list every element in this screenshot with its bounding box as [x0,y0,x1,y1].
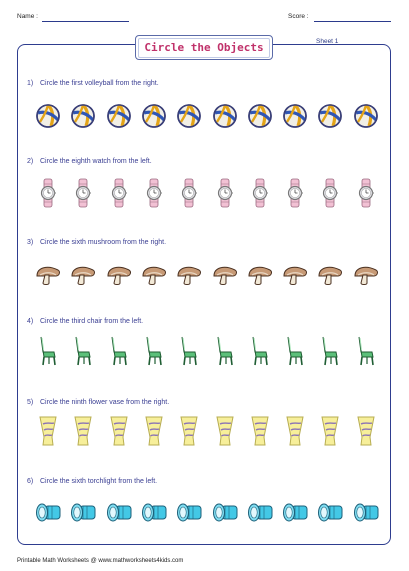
chair-icon[interactable] [105,333,133,367]
question-number: 1) [27,80,34,87]
volleyball-icon[interactable] [34,99,62,133]
flower-vase-icon[interactable] [34,414,62,448]
flower-vase-icon[interactable] [140,414,168,448]
watch-icon[interactable] [69,176,97,210]
object-row-torchlights [34,495,384,529]
flower-vase-icon[interactable] [211,414,239,448]
watch-icon[interactable] [34,176,62,210]
question-number: 6) [27,478,34,485]
question-text: Circle the sixth torchlight from the left. [40,478,158,485]
mushroom-icon[interactable] [316,256,344,290]
object-row-volleyballs [34,99,384,133]
question-text: Circle the ninth flower vase from the right. [40,399,170,406]
question-6 [27,478,157,485]
score-field[interactable] [314,21,391,22]
watch-icon[interactable] [175,176,203,210]
title-box [135,35,273,60]
torchlight-icon[interactable] [316,495,344,529]
chair-icon[interactable] [211,333,239,367]
mushroom-icon[interactable] [140,256,168,290]
score-label: Score : [288,13,309,20]
question-1 [27,80,159,87]
question-5 [27,399,169,406]
flower-vase-icon[interactable] [352,414,380,448]
footer-text: Printable Math Worksheets @ www.mathworksheets4kids.com [17,558,184,564]
chair-icon[interactable] [316,333,344,367]
question-text: Circle the eighth watch from the left. [40,158,152,165]
chair-icon[interactable] [34,333,62,367]
watch-icon[interactable] [140,176,168,210]
watch-icon[interactable] [352,176,380,210]
torchlight-icon[interactable] [281,495,309,529]
mushroom-icon[interactable] [211,256,239,290]
mushroom-icon[interactable] [352,256,380,290]
watch-icon[interactable] [105,176,133,210]
volleyball-icon[interactable] [175,99,203,133]
mushroom-icon[interactable] [34,256,62,290]
question-4 [27,318,143,325]
watch-icon[interactable] [316,176,344,210]
torchlight-icon[interactable] [211,495,239,529]
chair-icon[interactable] [69,333,97,367]
volleyball-icon[interactable] [352,99,380,133]
question-number: 4) [27,318,34,325]
chair-icon[interactable] [352,333,380,367]
torchlight-icon[interactable] [352,495,380,529]
object-row-watches [34,176,384,210]
flower-vase-icon[interactable] [175,414,203,448]
volleyball-icon[interactable] [316,99,344,133]
chair-icon[interactable] [175,333,203,367]
object-row-chairs [34,333,384,367]
volleyball-icon[interactable] [281,99,309,133]
page-title: Circle the Objects [138,38,270,58]
volleyball-icon[interactable] [69,99,97,133]
mushroom-icon[interactable] [281,256,309,290]
watch-icon[interactable] [246,176,274,210]
mushroom-icon[interactable] [246,256,274,290]
chair-icon[interactable] [281,333,309,367]
mushroom-icon[interactable] [105,256,133,290]
mushroom-icon[interactable] [69,256,97,290]
flower-vase-icon[interactable] [69,414,97,448]
torchlight-icon[interactable] [140,495,168,529]
question-3 [27,239,166,246]
watch-icon[interactable] [281,176,309,210]
volleyball-icon[interactable] [211,99,239,133]
volleyball-icon[interactable] [246,99,274,133]
torchlight-icon[interactable] [69,495,97,529]
name-field[interactable] [42,21,129,22]
chair-icon[interactable] [246,333,274,367]
chair-icon[interactable] [140,333,168,367]
torchlight-icon[interactable] [246,495,274,529]
flower-vase-icon[interactable] [281,414,309,448]
question-number: 2) [27,158,34,165]
name-label: Name : [17,13,38,20]
question-2 [27,158,152,165]
volleyball-icon[interactable] [105,99,133,133]
torchlight-icon[interactable] [34,495,62,529]
object-row-mushrooms [34,256,384,290]
question-number: 3) [27,239,34,246]
volleyball-icon[interactable] [140,99,168,133]
question-text: Circle the third chair from the left. [40,318,144,325]
object-row-flower-vases [34,414,384,448]
question-text: Circle the sixth mushroom from the right. [40,239,167,246]
flower-vase-icon[interactable] [246,414,274,448]
question-text: Circle the first volleyball from the right. [40,80,159,87]
sheet-label: Sheet 1 [316,38,339,45]
torchlight-icon[interactable] [175,495,203,529]
question-number: 5) [27,399,34,406]
watch-icon[interactable] [211,176,239,210]
flower-vase-icon[interactable] [316,414,344,448]
mushroom-icon[interactable] [175,256,203,290]
torchlight-icon[interactable] [105,495,133,529]
flower-vase-icon[interactable] [105,414,133,448]
